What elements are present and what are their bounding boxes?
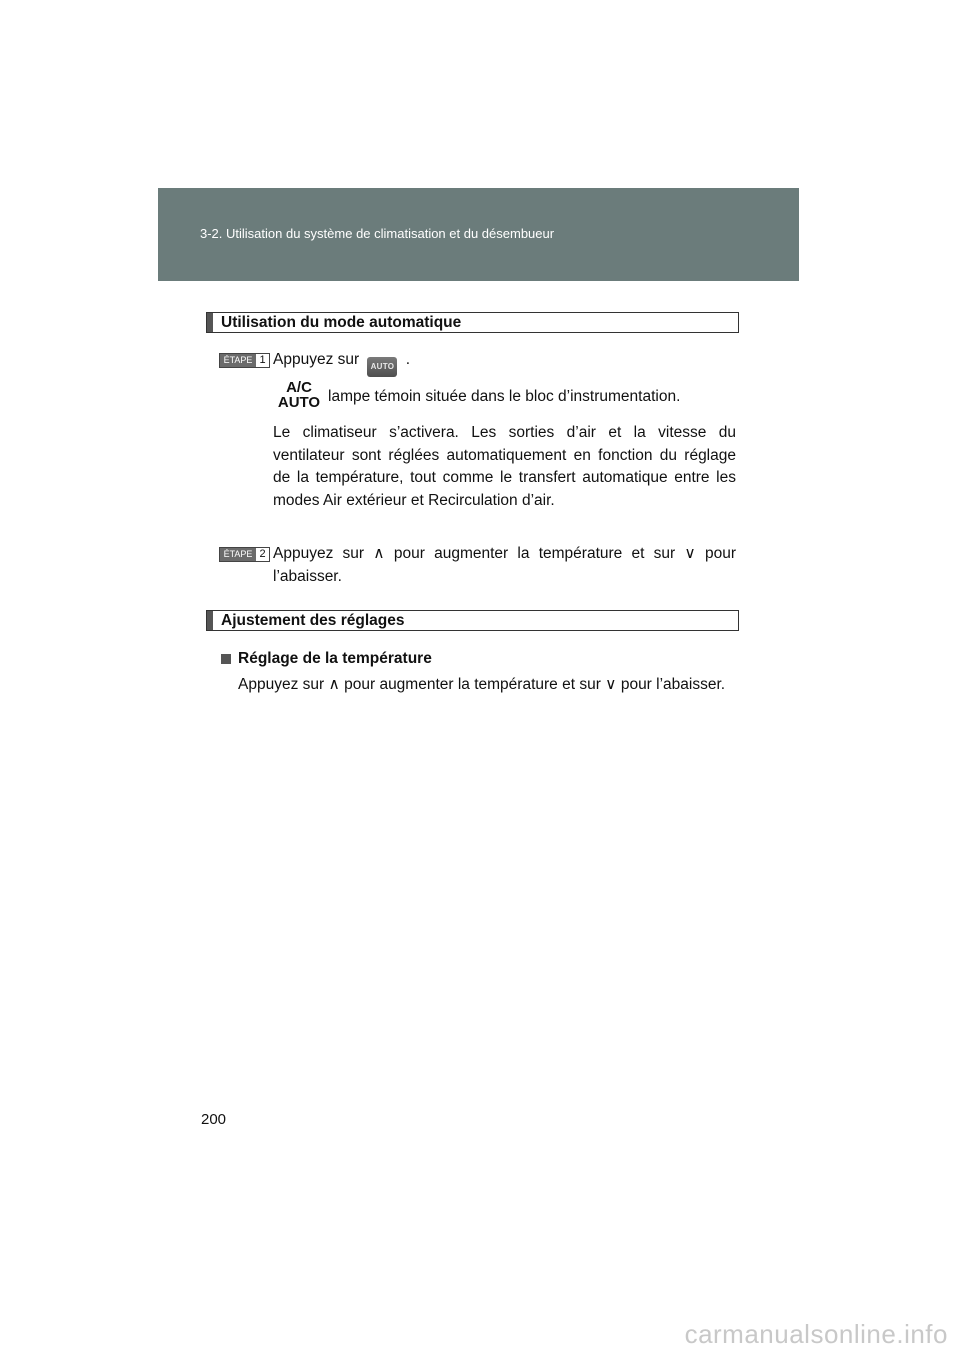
page-number: 200 xyxy=(201,1111,227,1128)
bullet-square-icon xyxy=(221,654,231,664)
watermark-text: carmanualsonline.info xyxy=(684,1319,948,1349)
ac-auto-icon-line1: A/C xyxy=(286,379,312,396)
step-1-instruction xyxy=(273,349,410,377)
auto-mode-description: Le climatiseur s’activera. Les sorties d’air et la vitesse du ventilateur sont réglées automatiquement en fonction du réglage de la température, tout comme le transfert automatique entre les modes Air extérieur et Recirculation d’air. xyxy=(273,424,736,509)
section-bar-accent xyxy=(207,313,213,332)
section-title-adjust: Ajustement des réglages xyxy=(221,612,405,629)
step-2-badge-label: ÉTAPE xyxy=(220,548,256,561)
step-2-badge-number: 2 xyxy=(256,548,269,561)
auto-button-icon: AUTO xyxy=(367,357,397,377)
step-1-text-before: Appuyez sur xyxy=(273,351,360,368)
step-2-badge xyxy=(219,547,270,562)
step-1-badge-number: 1 xyxy=(256,354,269,367)
section-title-auto-mode: Utilisation du mode automatique xyxy=(221,314,462,331)
section-title-bar-auto-mode xyxy=(206,312,739,333)
step-2-instruction: Appuyez sur ∧ pour augmenter la température et sur ∨ pour l’abaisser. xyxy=(273,545,736,585)
chapter-section-title: 3-2. Utilisation du système de climatisation et du désembueur xyxy=(200,226,555,241)
indicator-lamp-text: lampe témoin située dans le bloc d’instrumentation. xyxy=(328,388,681,405)
chapter-header-band xyxy=(158,188,799,281)
section-bar-accent xyxy=(207,611,213,630)
step-1-badge xyxy=(219,353,270,368)
temperature-heading: Réglage de la température xyxy=(238,650,432,667)
step-1-badge-label: ÉTAPE xyxy=(220,354,256,367)
ac-auto-indicator-icon xyxy=(276,380,322,410)
section-title-bar-adjust xyxy=(206,610,739,631)
ac-auto-icon-line2: AUTO xyxy=(277,394,321,411)
step-1-text-after: . xyxy=(405,351,411,368)
temperature-instruction: Appuyez sur ∧ pour augmenter la température et sur ∨ pour l’abaisser. xyxy=(238,676,726,693)
